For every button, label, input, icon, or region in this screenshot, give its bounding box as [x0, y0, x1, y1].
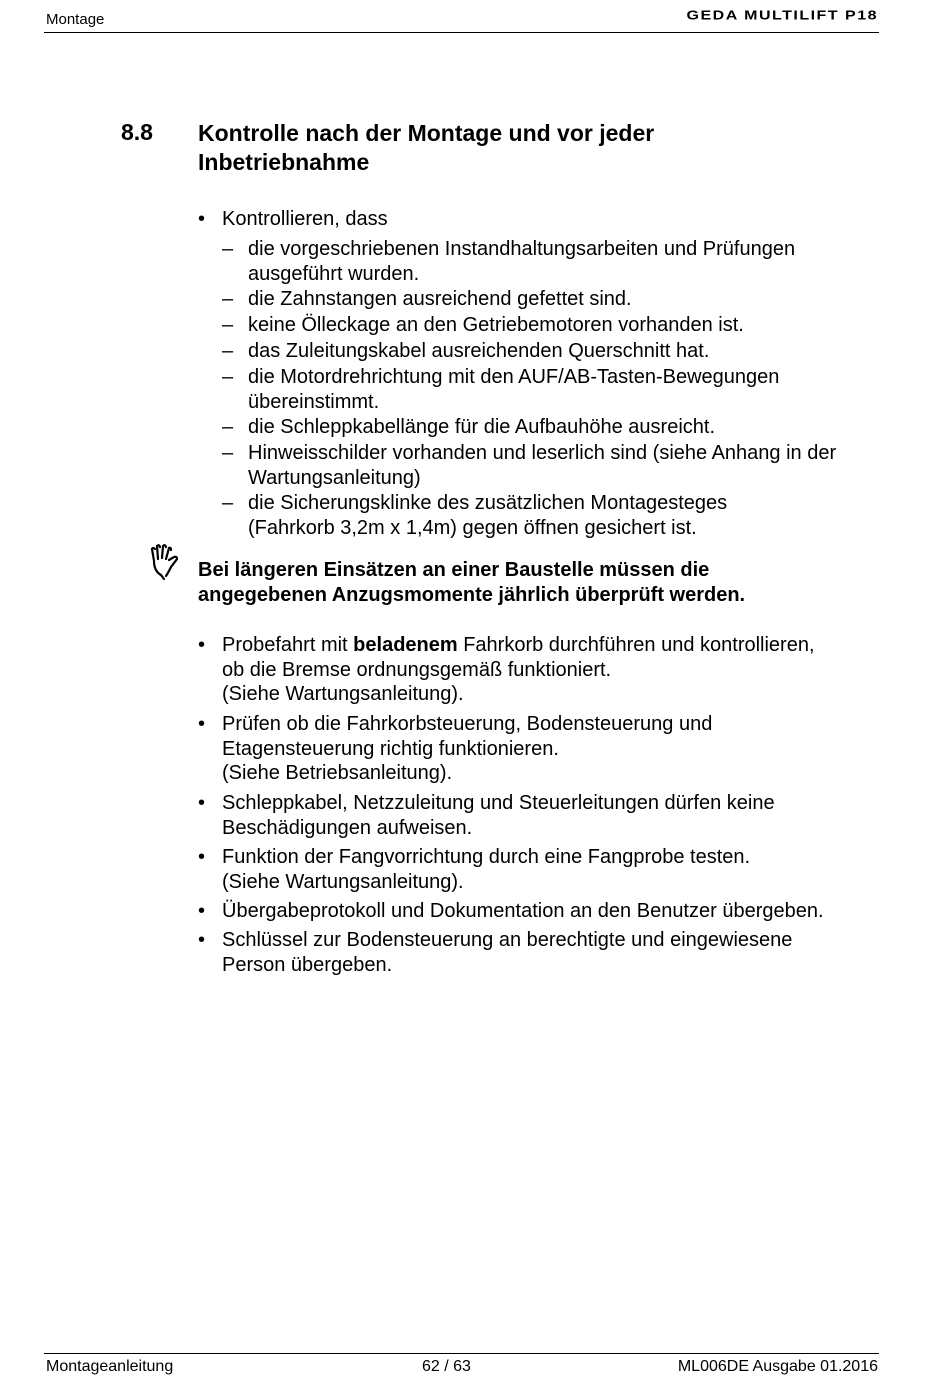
check-item-line: die Motordrehrichtung mit den AUF/AB-Tasten-Bewegungen: [248, 366, 780, 388]
bullet-text: Probefahrt mit: [222, 634, 354, 656]
bullet-line: Beschädigungen aufweisen.: [222, 816, 473, 839]
dash-icon: –: [222, 238, 234, 260]
bullet-line: (Siehe Wartungsanleitung).: [222, 683, 464, 705]
header-section-label: Montage: [46, 11, 105, 28]
bullet-bold-text: beladenem: [353, 634, 458, 656]
dash-icon: –: [222, 288, 234, 310]
bullet-line: Schleppkabel, Netzzuleitung und Steuerleitungen dürfen keine: [222, 792, 775, 814]
check-item-line: keine Ölleckage an den Getriebemotoren vorhanden ist.: [248, 314, 744, 336]
hand-icon: [148, 543, 184, 581]
check-item-line: ausgeführt wurden.: [248, 262, 420, 285]
dash-icon: –: [222, 366, 234, 388]
bullet-icon: •: [198, 713, 206, 735]
check-item-line: die Zahnstangen ausreichend gefettet sind.: [248, 288, 632, 310]
dash-icon: –: [222, 340, 234, 362]
note-line: Bei längeren Einsätzen an einer Baustelle müssen die: [198, 559, 710, 581]
header-product-logo: GEDA MULTILIFT P18: [686, 9, 878, 23]
dash-icon: –: [222, 492, 234, 514]
bullet-icon: •: [198, 929, 206, 951]
bullet-line: ob die Bremse ordnungsgemäß funktioniert.: [222, 658, 612, 681]
header-divider: [44, 32, 879, 33]
note-text: [198, 558, 745, 607]
note-line: angegebenen Anzugsmomente jährlich überprüft werden.: [198, 583, 746, 606]
bullet-line: Funktion der Fangvorrichtung durch eine Fangprobe testen.: [222, 846, 751, 868]
dash-icon: –: [222, 314, 234, 336]
check-item-line: Wartungsanleitung): [248, 466, 421, 489]
check-intro: Kontrollieren, dass: [222, 208, 388, 230]
dash-icon: –: [222, 416, 234, 438]
check-item-line: Hinweisschilder vorhanden und leserlich sind (siehe Anhang in der: [248, 442, 837, 464]
section-number: 8.8: [121, 119, 153, 145]
footer-doc-title: Montageanleitung: [46, 1358, 174, 1375]
check-item-line: die Sicherungsklinke des zusätzlichen Montagesteges: [248, 492, 728, 514]
bullet-line: (Siehe Wartungsanleitung).: [222, 870, 464, 893]
check-item-line: übereinstimmt.: [248, 390, 380, 413]
footer-edition: ML006DE Ausgabe 01.2016: [677, 1358, 878, 1375]
footer-page-number: 62 / 63: [422, 1358, 471, 1375]
check-item-line: das Zuleitungskabel ausreichenden Querschnitt hat.: [248, 340, 710, 362]
footer-divider: [44, 1353, 879, 1354]
bullet-icon: •: [198, 792, 206, 814]
bullet-icon: •: [198, 900, 206, 922]
check-item-line: (Fahrkorb 3,2m x 1,4m) gegen öffnen gesichert ist.: [248, 516, 697, 539]
bullet-line: Etagensteuerung richtig funktionieren.: [222, 737, 559, 760]
bullet-line: Person übergeben.: [222, 953, 393, 976]
bullet-text: Fahrkorb durchführen und kontrollieren,: [457, 634, 815, 656]
bullet-line: Übergabeprotokoll und Dokumentation an den Benutzer übergeben.: [222, 900, 824, 922]
bullet-line: (Siehe Betriebsanleitung).: [222, 762, 453, 784]
bullet-icon: •: [198, 208, 206, 230]
bullet-line: Schlüssel zur Bodensteuerung an berechtigte und eingewiesene: [222, 929, 793, 951]
dash-icon: –: [222, 442, 234, 464]
bullet-icon: •: [198, 634, 206, 656]
section-title: Kontrolle nach der Montage und vor jeder Inbetriebnahme: [198, 120, 655, 175]
bullet-icon: •: [198, 846, 206, 868]
check-item-line: die Schleppkabellänge für die Aufbauhöhe ausreicht.: [248, 416, 716, 438]
bullet-line: Prüfen ob die Fahrkorbsteuerung, Bodensteuerung und: [222, 713, 713, 735]
check-item-line: die vorgeschriebenen Instandhaltungsarbeiten und Prüfungen: [248, 238, 796, 260]
